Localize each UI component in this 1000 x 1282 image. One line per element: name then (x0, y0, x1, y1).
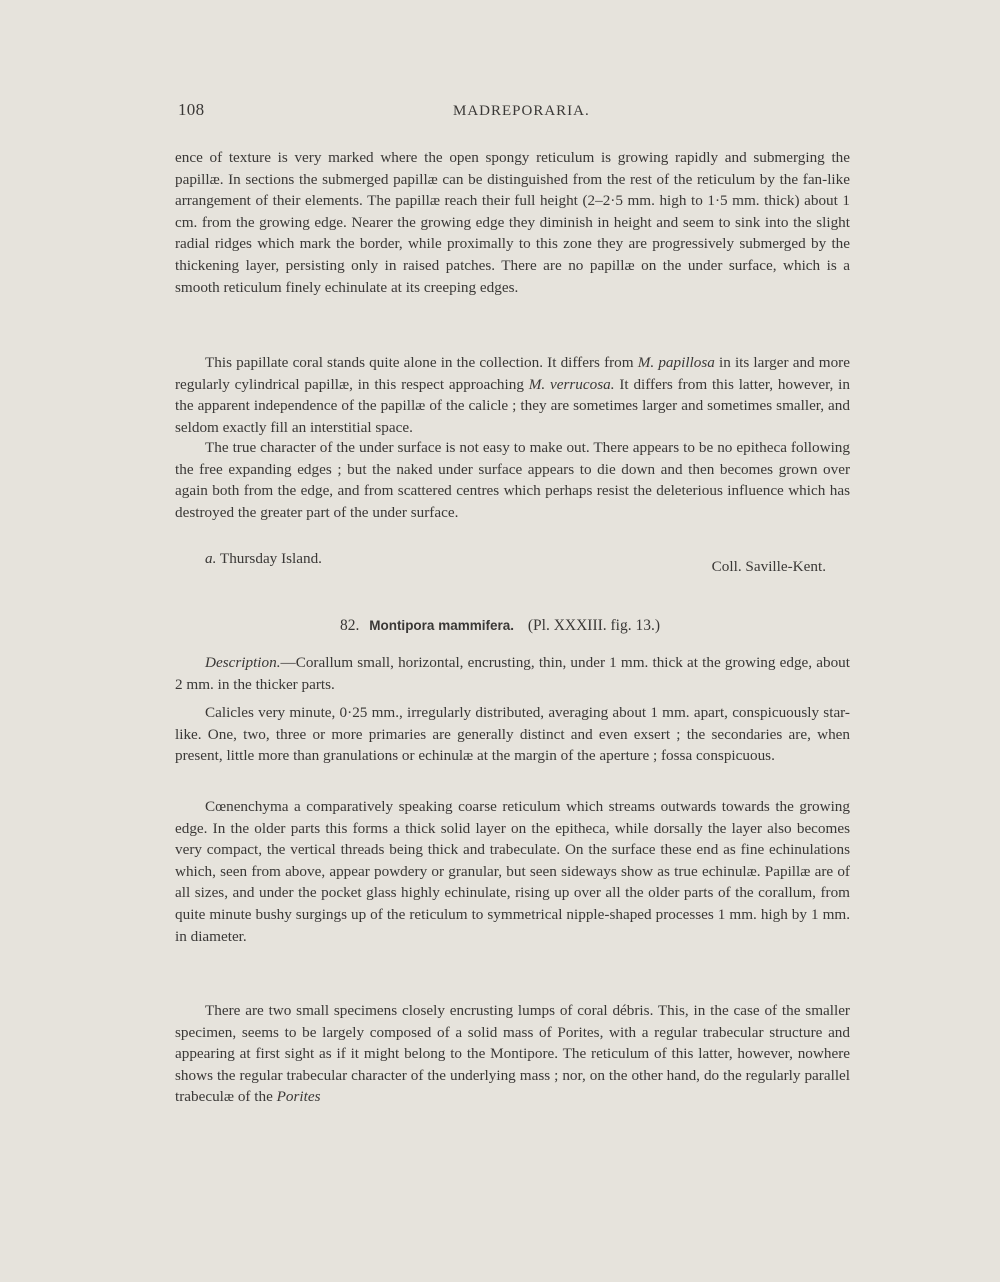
running-title: MADREPORARIA. (453, 103, 590, 119)
paragraph-text: This papillate coral stands quite alone in the collection. It differs from M. papillosa in its larger and more regularly cylindrical papillæ, in this respect approaching M. verrucosa. It differs from this latter, however, in the apparent independence of the papillæ of the calicle ; they are sometimes larger and sometimes smaller, and seldom exactly fill an interstitial space. (175, 354, 850, 436)
paragraph-text: There are two small specimens closely encrusting lumps of coral débris. This, in the case of the smaller specimen, seems to be largely composed of a solid mass of Porites, with a regular trabecular structure and appearing at first sight as if it might belong to the Montipore. The reticulum of this latter, however, nowhere shows the regular trabecular character of the underlying mass ; nor, on the other hand, do the regularly parallel trabeculæ of the Porites (175, 1002, 850, 1106)
genus-reference: Porites (276, 1088, 321, 1106)
paragraph-description (175, 652, 850, 695)
paragraph-text: Description.—Corallum small, horizontal, encrusting, thin, under 1 mm. thick at the growing edge, about 2 mm. in the thicker parts. (175, 654, 850, 693)
paragraph-text: ence of texture is very marked where the open spongy reticulum is growing rapidly and submerging the papillæ. In sections the submerged papillæ can be distinguished from the rest of the reticulum by the fan-like arrangement of their elements. The papillæ reach their full height (2–2·5 mm. high to 1·5 mm. thick) about 1 cm. from the growing edge. Nearer the growing edge they diminish in height and seem to sink into the slight radial ridges which mark the border, while proximally to this zone they are progressively submerged by the thickening layer, persisting only in raised patches. There are no papillæ on the under surface, which is a smooth reticulum finely echinulate at its creeping edges. (175, 149, 850, 296)
species-number: 82. (339, 617, 360, 634)
paragraph-texture (175, 147, 850, 298)
page-header (178, 100, 848, 124)
locality: a. Thursday Island. (205, 550, 322, 567)
description-label: Description. (205, 654, 281, 671)
species-heading (0, 617, 1000, 635)
page-number: 108 (178, 100, 205, 119)
paragraph-calicles (175, 702, 850, 767)
paragraph-text: Calicles very minute, 0·25 mm., irregularly distributed, averaging about 1 mm. apart, conspicuously star-like. One, two, three or more primaries are generally distinct and even exsert ; the secondaries are, when present, little more than granulations or echinulæ at the margin of the aperture ; fossa conspicuous. (175, 704, 850, 765)
locality-line (175, 550, 850, 574)
paragraph-text: Cœnenchyma a comparatively speaking coarse reticulum which streams outwards towards the growing edge. In the older parts this forms a thick solid layer on the epitheca, while dorsally the layer also becomes very compact, the vertical threads being thick and trabeculate. On the surface these end as fine echinulations which, seen from above, appear powdery or granular, but seen sideways show as true echinulæ. Papillæ are of all sizes, and under the pocket glass highly echinulate, rising up over all the older parts of the corallum, from quite minute bushy surgings up of the reticulum to symmetrical nipple-shaped processes 1 mm. high by 1 mm. in diameter. (175, 798, 850, 945)
plate-reference: (Pl. XXXIII. fig. 13.) (527, 617, 661, 634)
paragraph-coenenchyma (175, 796, 850, 947)
species-reference: M. papillosa (637, 354, 715, 371)
paragraph-under-surface (175, 437, 850, 523)
collection-credit: Coll. Saville-Kent. (711, 558, 826, 575)
paragraph-specimens (175, 1000, 850, 1108)
species-reference: M. verrucosa. (528, 375, 615, 393)
paragraph-text: The true character of the under surface is not easy to make out. There appears to be no epitheca following the free expanding edges ; but the naked under surface appears to die down and then becomes grown over again both from the edge, and from scattered centres which perhaps resist the deleterious influence which has destroyed the greater part of the under surface. (175, 439, 850, 521)
species-name: Montipora mammifera. (369, 618, 514, 633)
paragraph-comparison (175, 352, 850, 438)
